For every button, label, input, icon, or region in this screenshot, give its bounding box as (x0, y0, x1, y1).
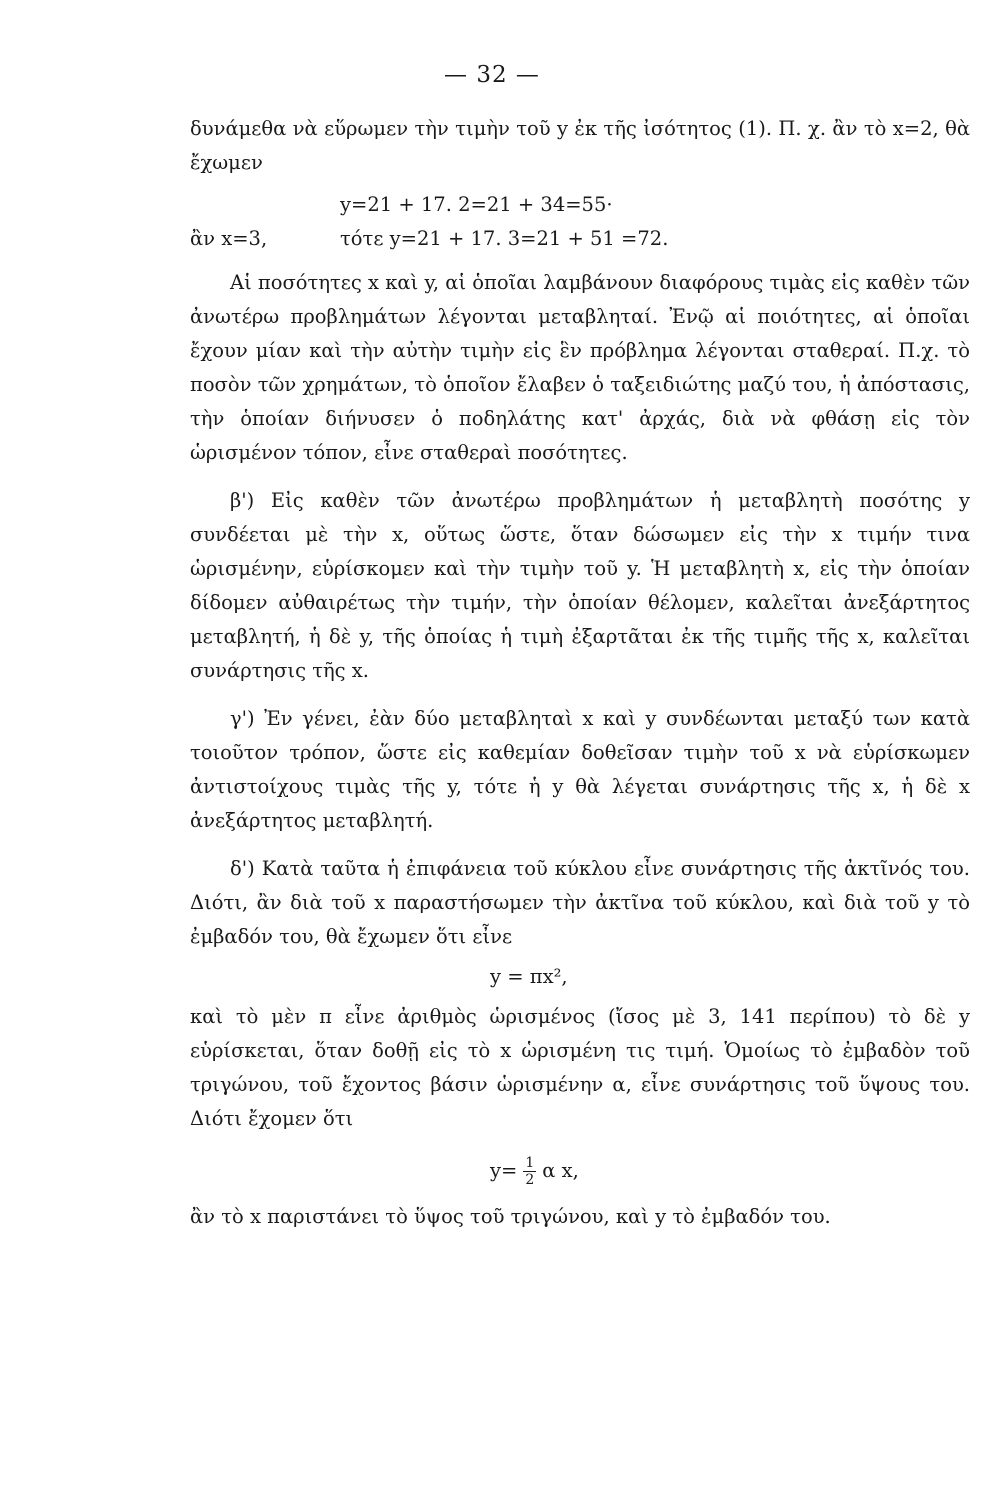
paragraph-variables-constants: Αἱ ποσότητες x καὶ y, αἱ ὁποῖαι λαμβάνουν διαφόρους τιμὰς εἰς καθὲν τῶν ἀνωτέρω προβλημάτων λέγονται μεταβληταί. Ἐνῷ αἱ ποιότητες, αἱ ὁποῖαι ἔχουν μίαν καὶ τὴν αὐτὴν τιμὴν εἰς ἓν πρόβλημα λέγονται σταθεραί. Π.χ. τὸ ποσὸν τῶν χρημάτων, τὸ ὁποῖον ἔλαβεν ὁ ταξειδιώτης μαζύ του, ἡ ἀπόστασις, τὴν ὁποίαν διήνυσεν ὁ ποδηλάτης κατ' ἀρχάς, διὰ νὰ φθάσῃ εἰς τὸν ὡρισμένον τόπον, εἶνε σταθεραὶ ποσότητες. (190, 271, 970, 464)
equation-x-equals-2: y=21 + 17. 2=21 + 34=55· (340, 193, 613, 216)
paragraph-delta: δ') Κατὰ ταῦτα ἡ ἐπιφάνεια τοῦ κύκλου εἶνε συνάρτησις τῆς ἀκτῖνός του. Διότι, ἂν διὰ τοῦ x παραστήσωμεν τὴν ἀκτῖνα τοῦ κύκλου, καὶ διὰ τοῦ y τὸ ἐμβαδόν του, θὰ ἔχωμεν ὅτι εἶνε (190, 857, 970, 948)
fraction-denominator: 2 (525, 1172, 535, 1188)
page-number: — 32 — (444, 62, 540, 88)
document-body (190, 112, 970, 1234)
equation-x-equals-3-rhs: τότε y=21 + 17. 3=21 + 51 =72. (340, 227, 669, 250)
fraction-numerator: 1 (525, 1155, 535, 1171)
paragraph-closing: ἂν τὸ x παριστάνει τὸ ὕψος τοῦ τριγώνου, καὶ y τὸ ἐμβαδόν του. (190, 1205, 831, 1228)
equation-triangle-lhs: y= (490, 1159, 518, 1182)
equation-triangle-area (190, 1148, 970, 1194)
equation-triangle-rhs: α x, (542, 1159, 579, 1182)
paragraph-intro: δυνάμεθα νὰ εὕρωμεν τὴν τιμὴν τοῦ y ἐκ τῆς ἰσότητος (1). Π. χ. ἂν τὸ x=2, θὰ ἔχωμεν (190, 117, 970, 174)
fraction-one-half (523, 1155, 536, 1188)
paragraph-beta: β') Εἰς καθὲν τῶν ἀνωτέρω προβλημάτων ἡ μεταβλητὴ ποσότης y συνδέεται μὲ τὴν x, οὕτως ὥστε, ὅταν δώσωμεν εἰς τὴν x τιμήν τινα ὡρισμένην, εὑρίσκομεν καὶ τὴν τιμὴν τοῦ y. Ἡ μεταβλητὴ x, εἰς τὴν ὁποίαν δίδομεν αὐθαιρέτως τὴν τιμήν, τὴν ὁποίαν θέλομεν, καλεῖται ἀνεξάρτητος μεταβλητή, ἡ δὲ y, τῆς ὁποίας ἡ τιμὴ ἐξαρτᾶται ἐκ τῆς τιμῆς τῆς x, καλεῖται συνάρτησις τῆς x. (190, 489, 970, 682)
equation-circle-area: y = πx², (490, 965, 568, 988)
paragraph-gamma: γ') Ἐν γένει, ἐὰν δύο μεταβληταὶ x καὶ y συνδέωνται μεταξύ των κατὰ τοιοῦτον τρόπον, ὥστε εἰς καθεμίαν δοθεῖσαν τιμὴν τοῦ x νὰ εὑρίσκωμεν ἀντιστοίχους τιμὰς τῆς y, τότε ἡ y θὰ λέγεται συνάρτησις τῆς x, ἡ δὲ x ἀνεξάρτητος μεταβλητή. (190, 707, 970, 832)
paragraph-pi-and-triangle: καὶ τὸ μὲν π εἶνε ἀριθμὸς ὡρισμένος (ἴσος μὲ 3, 141 περίπου) τὸ δὲ y εὑρίσκεται, ὅταν δοθῇ εἰς τὸ x ὡρισμένη τις τιμή. Ὁμοίως τὸ ἐμβαδὸν τοῦ τριγώνου, τοῦ ἔχοντος βάσιν ὡρισμένην α, εἶνε συνάρτησις τοῦ ὕψους του. Διότι ἔχομεν ὅτι (190, 1005, 970, 1130)
equation-x-equals-3-lhs: ἂν x=3, (190, 227, 268, 250)
equation-x-equals-3 (190, 222, 970, 256)
